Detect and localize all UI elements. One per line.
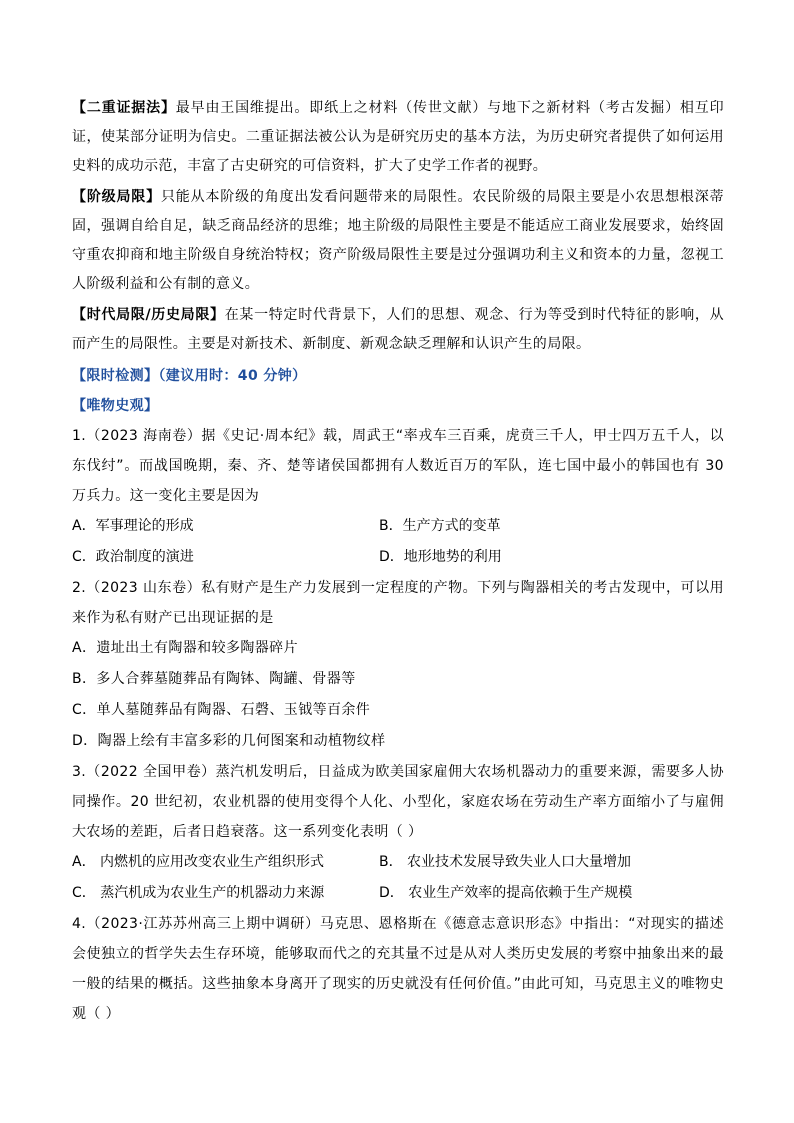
definition-term: 【阶级局限】	[72, 189, 161, 205]
option-d[interactable]: D．地形地势的利用	[379, 549, 502, 565]
option-b[interactable]: B．生产方式的变革	[379, 518, 501, 534]
definition-term: 【时代局限/历史局限】	[72, 307, 225, 323]
definition-text: 在某一特定时代背景下，人们的思想、观念、行为等受到时代特征的影响，从而产生的局限性。主要是对新技术、新制度、新观念缺乏理解和认识产生的局限。	[72, 307, 724, 352]
question-2-stem: 2.（2023 山东卷）私有财产是生产力发展到一定程度的产物。下列与陶器相关的考古发现中，可以用来作为私有财产已出现证据的是	[72, 580, 724, 626]
option-c[interactable]: C． 蒸汽机成为农业生产的机器动力来源	[72, 885, 325, 901]
option-c[interactable]: C．政治制度的演进	[72, 549, 194, 565]
question-3-options-row-1	[72, 847, 724, 878]
definition-text: 只能从本阶级的角度出发看问题带来的局限性。农民阶级的局限主要是小农思想根深蒂固，强调自给自足，缺乏商品经济的思维；地主阶级的局限性主要是不能适应工商业发展要求，始终固守重农抑商和地主阶级自身统治特权；资产阶级局限性主要是过分强调功利主义和资本的力量，忽视工人阶级利益和公有制的意义。	[72, 189, 724, 292]
document-content	[72, 94, 724, 1029]
question-1-options-row-2	[72, 542, 724, 573]
question-3-options-row-2	[72, 878, 724, 909]
question-1-stem: 1.（2023 海南卷）据《史记·周本纪》载，周武王“率戎车三百乘，虎贲三千人，甲士四万五千人，以东伐纣”。而战国晚期，秦、齐、楚等诸侯国都拥有人数近百万的军队，连七国中最小的韩国也有 30 万兵力。这一变化主要是因为	[72, 428, 724, 504]
question-3-stem: 3.（2022 全国甲卷）蒸汽机发明后，日益成为欧美国家雇佣大农场机器动力的重要来源，需要多人协同操作。20 世纪初，农业机器的使用变得个人化、小型化，家庭农场在劳动生产率方面缩小了与雇佣大农场的差距，后者日趋衰落。这一系列变化表明（ ）	[72, 764, 724, 840]
option-b[interactable]: B．多人合葬墓随葬品有陶钵、陶罐、骨器等	[72, 671, 356, 687]
definition-term: 【二重证据法】	[72, 100, 176, 116]
option-a[interactable]: A．军事理论的形成	[72, 518, 194, 534]
section-heading-topic: 【唯物史观】	[72, 398, 159, 414]
question-1-options-row-1	[72, 511, 724, 542]
definition-text: 最早由王国维提出。即纸上之材料（传世文献）与地下之新材料（考古发掘）相互印证，使某部分证明为信史。二重证据法被公认为是研究历史的基本方法，为历史研究者提供了如何运用史料的成功示范，丰富了古史研究的可信资料，扩大了史学工作者的视野。	[72, 100, 724, 174]
definition-dual-evidence	[72, 94, 724, 181]
section-heading-test: 【限时检测】（建议用时：40 分钟）	[72, 368, 307, 384]
option-a[interactable]: A．遗址出土有陶器和较多陶器碎片	[72, 640, 298, 656]
definition-class-limitation	[72, 183, 724, 299]
definition-era-limitation	[72, 301, 724, 359]
option-d[interactable]: D．陶器上绘有丰富多彩的几何图案和动植物纹样	[72, 733, 386, 749]
option-c[interactable]: C．单人墓随葬品有陶器、石磬、玉钺等百余件	[72, 702, 371, 718]
question-4-stem: 4.（2023·江苏苏州高三上期中调研）马克思、恩格斯在《德意志意识形态》中指出：“对现实的描述会使独立的哲学失去生存环境，能够取而代之的充其量不过是从对人类历史发展的考察中抽象出来的最一般的结果的概括。这些抽象本身离开了现实的历史就没有任何价值。”由此可知，马克思主义的唯物史观（ ）	[72, 916, 724, 1022]
option-a[interactable]: A． 内燃机的应用改变农业生产组织形式	[72, 854, 325, 870]
option-b[interactable]: B． 农业技术发展导致失业人口大量增加	[379, 854, 632, 870]
option-d[interactable]: D． 农业生产效率的提高依赖于生产规模	[379, 885, 633, 901]
